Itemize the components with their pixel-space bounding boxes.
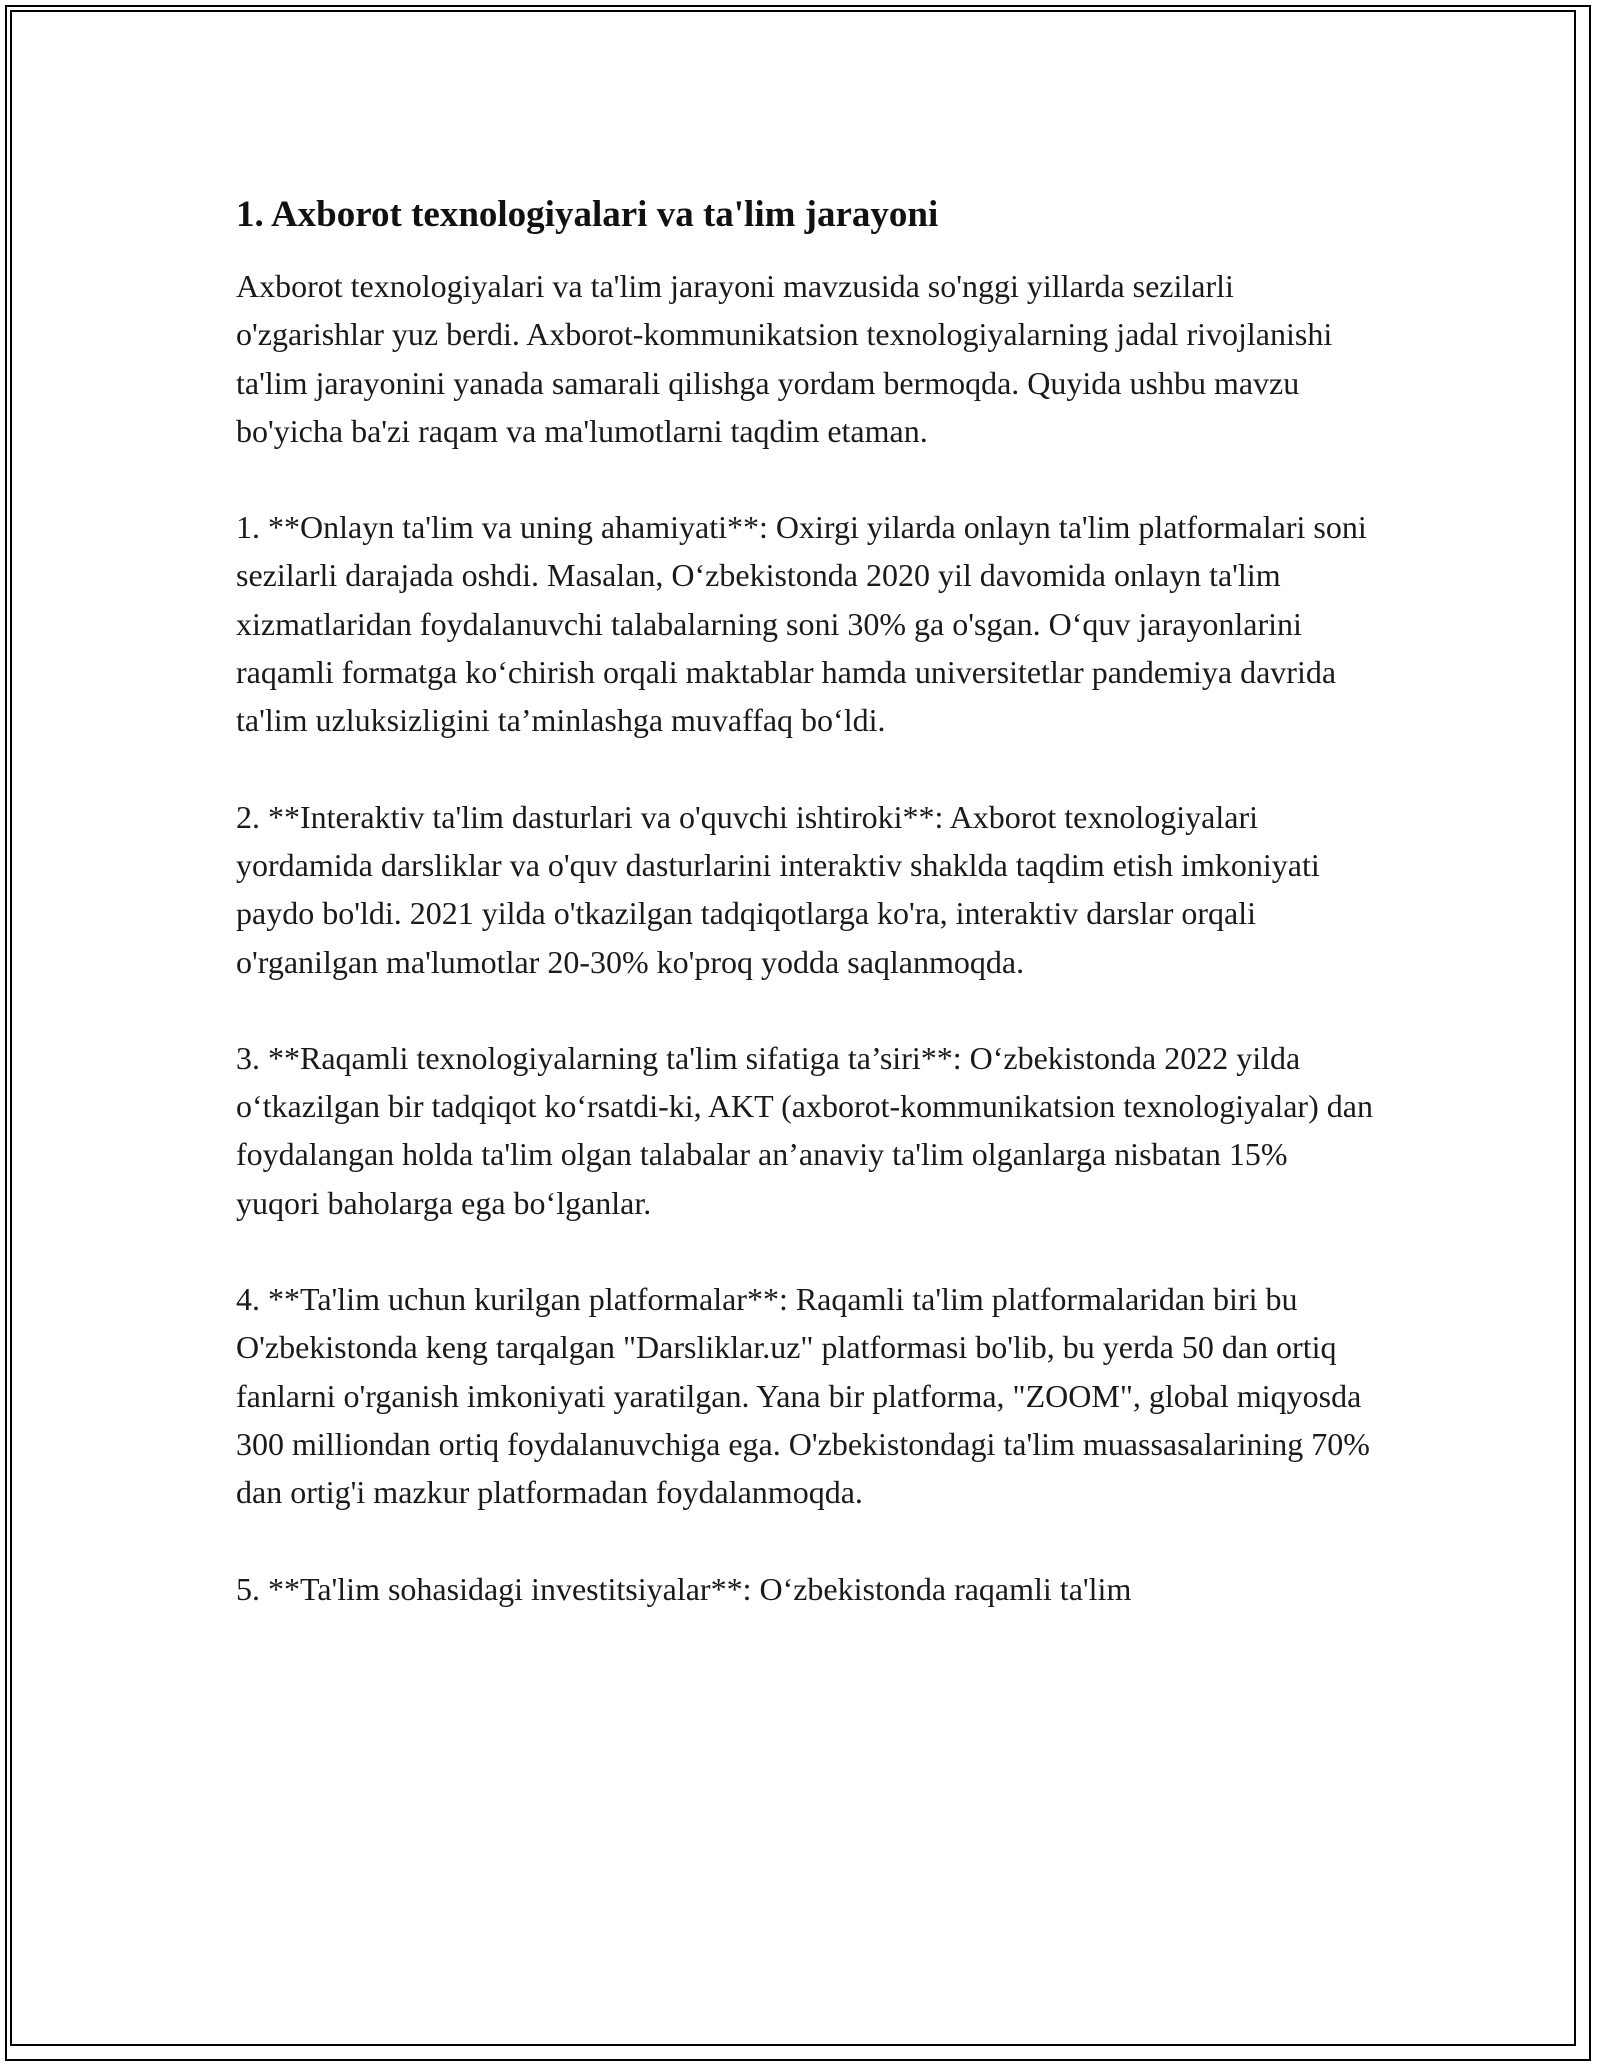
list-item-2: 2. **Interaktiv ta'lim dasturlari va o'quvchi ishtiroki**: Axborot texnologiyalari yordamida darsliklar va o'quv dasturlarini interaktiv shaklda taqdim etish imkoniyati paydo bo'ldi. 2021 yilda o'tkazilgan tadqiqotlarga ko'ra, interaktiv darslar orqali o'rganilgan ma'lumotlar 20-30% ko'proq yodda saqlanmoqda. (236, 798, 1320, 980)
document-body (236, 190, 1376, 1661)
list-item-1: 1. **Onlayn ta'lim va uning ahamiyati**: Oxirgi yilarda onlayn ta'lim platformalari soni sezilarli darajada oshdi. Masalan, O‘zbekistonda 2020 yil davomida onlayn ta'lim xizmatlaridan foydalanuvchi talabalarning soni 30% ga o'sgan. O‘quv jarayonlarini raqamli formatga ko‘chirish orqali maktablar hamda universitetlar pandemiya davrida ta'lim uzluksizligini ta’minlashga muvaffaq bo‘ldi. (236, 509, 1367, 739)
intro-paragraph: Axborot texnologiyalari va ta'lim jarayoni mavzusida so'nggi yillarda sezilarli o'zgarishlar yuz berdi. Axborot-kommunikatsion texnologiyalarning jadal rivojlanishi ta'lim jarayonini yanada samarali qilishga yordam bermoqda. Quyida ushbu mavzu bo'yicha ba'zi raqam va ma'lumotlarni taqdim etaman. (236, 268, 1333, 449)
document-title: 1. Axborot texnologiyalari va ta'lim jarayoni (236, 194, 939, 235)
list-item-5: 5. **Ta'lim sohasidagi investitsiyalar**: O‘zbekistonda raqamli ta'lim (236, 1570, 1132, 1607)
list-item-4: 4. **Ta'lim uchun kurilgan platformalar**: Raqamli ta'lim platformalaridan biri bu O'zbekistonda keng tarqalgan "Darsliklar.uz" platformasi bo'lib, bu yerda 50 dan ortiq fanlarni o'rganish imkoniyati yaratilgan. Yana bir platforma, "ZOOM", global miqyosda 300 milliondan ortiq foydalanuvchiga ega. O'zbekistondagi ta'lim muassasalarining 70% dan ortig'i mazkur platformadan foydalanmoqda. (236, 1281, 1370, 1511)
list-item-3: 3. **Raqamli texnologiyalarning ta'lim sifatiga ta’siri**: O‘zbekistonda 2022 yilda o‘tkazilgan bir tadqiqot ko‘rsatdi-ki, AKT (axborot-kommunikatsion texnologiyalar) dan foydalangan holda ta'lim olgan talabalar an’anaviy ta'lim olganlarga nisbatan 15% yuqori baholarga ega bo‘lganlar. (236, 1039, 1373, 1221)
